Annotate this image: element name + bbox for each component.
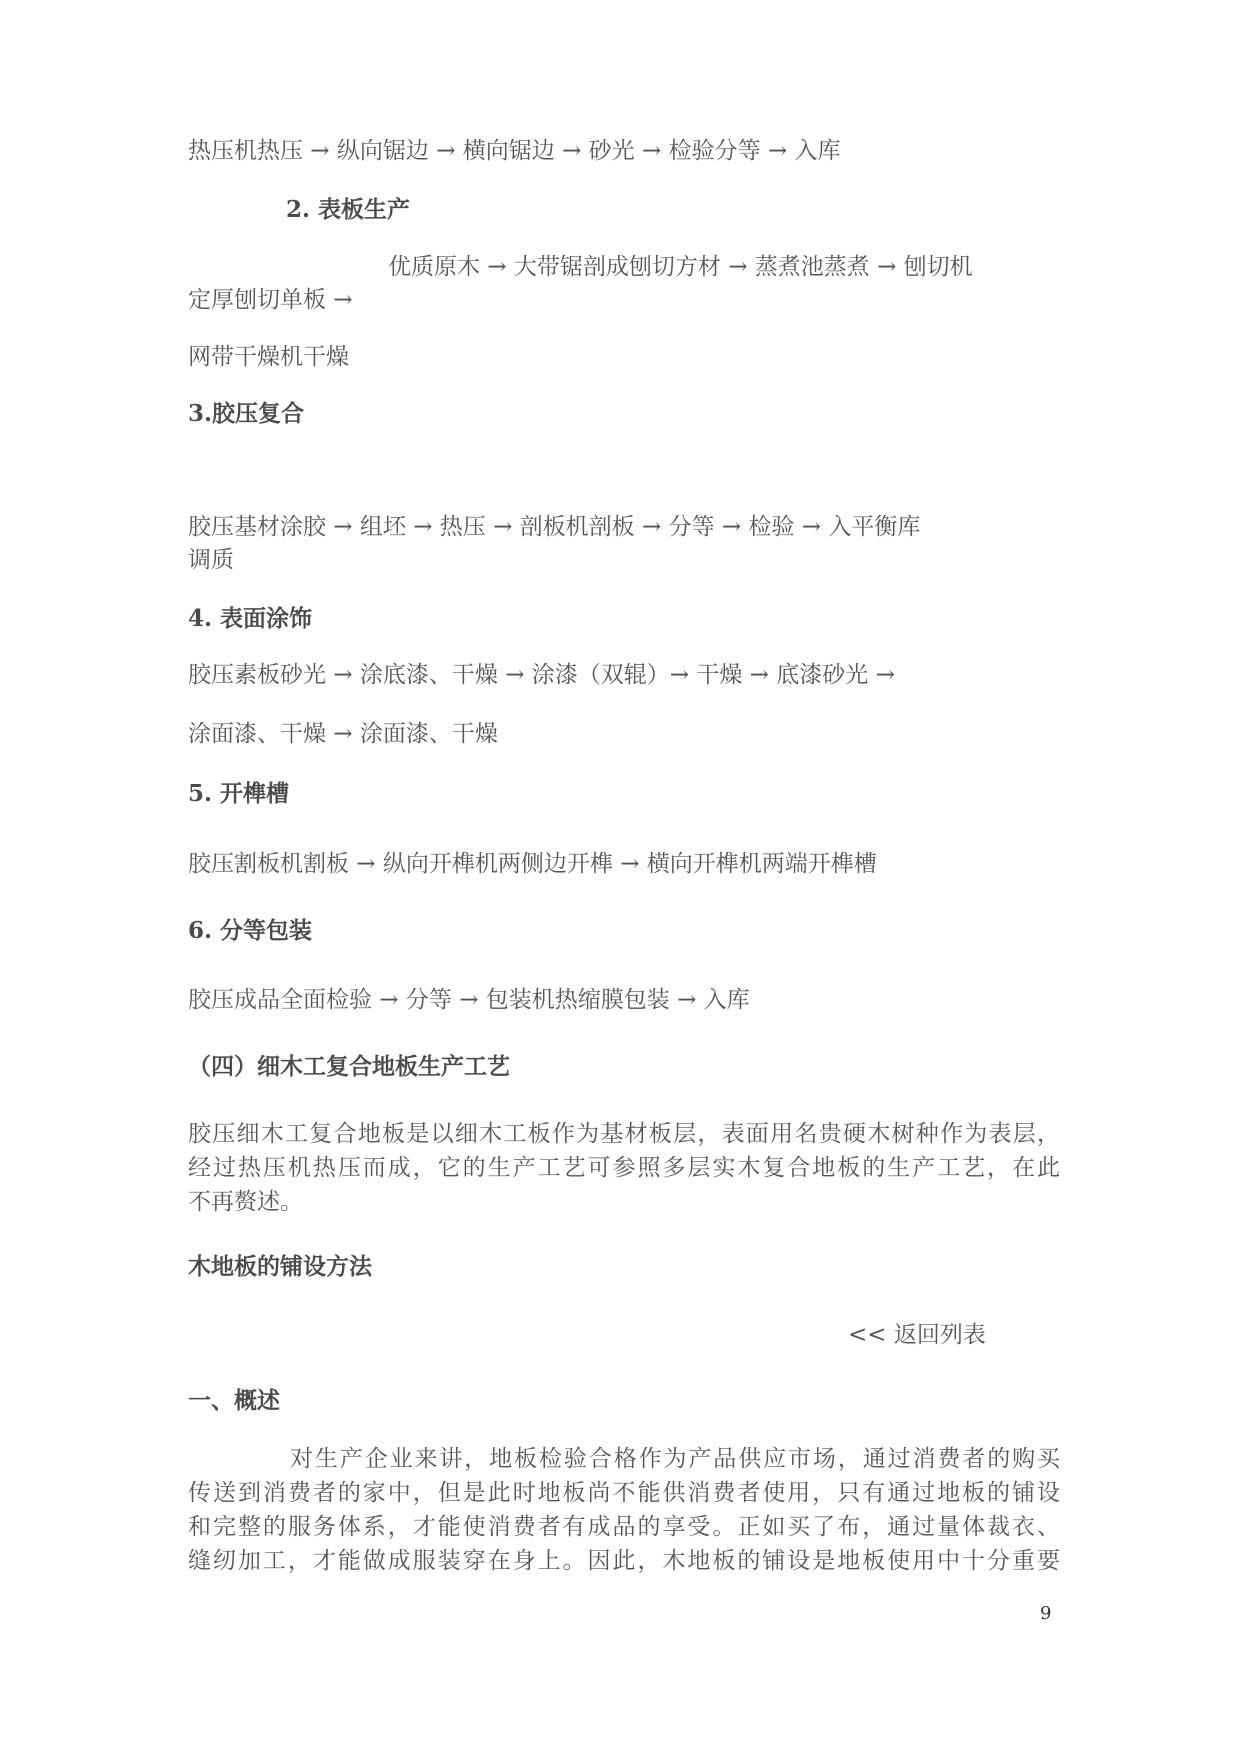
flow-tenon: 胶压割板机割板 → 纵向开榫机两侧边开榫 → 横向开榫机两端开榫槽: [188, 851, 877, 877]
paragraph-overview: [188, 1442, 1060, 1578]
paragraph-blockboard-line-2: 经过热压机热压而成，它的生产工艺可参照多层实木复合地板的生产工艺，在此: [188, 1155, 1060, 1181]
flow-surface-line-1: 优质原木 → 大带锯剖成刨切方材 → 蒸煮池蒸煮 → 刨切机: [388, 254, 973, 280]
heading-glue-composite: 3.胶压复合: [188, 400, 305, 427]
flow-surface-line-3: 网带干燥机干燥: [188, 344, 349, 370]
paragraph-overview-line-1: 对生产企业来讲，地板检验合格作为产品供应市场，通过消费者的购买: [290, 1446, 1060, 1472]
page-number: 9: [1040, 1603, 1052, 1624]
heading-section-four: （四）细木工复合地板生产工艺: [188, 1053, 510, 1080]
paragraph-blockboard: [188, 1117, 1060, 1219]
flow-glue-line-1: 胶压基材涂胶 → 组坯 → 热压 → 剖板机剖板 → 分等 → 检验 → 入平衡库: [188, 514, 921, 540]
heading-tenon-groove: 5. 开榫槽: [188, 780, 290, 807]
heading-surface-board: 2. 表板生产: [286, 196, 411, 223]
flow-coating-line-1: 胶压素板砂光 → 涂底漆、干燥 → 涂漆（双辊）→ 干燥 → 底漆砂光 →: [188, 662, 895, 688]
paragraph-blockboard-line-1: 胶压细木工复合地板是以细木工板作为基材板层，表面用名贵硬木树种作为表层，: [188, 1121, 1060, 1147]
heading-installation-method: 木地板的铺设方法: [188, 1253, 372, 1280]
paragraph-overview-line-4: 缝纫加工，才能做成服装穿在身上。因此，木地板的铺设是地板使用中十分重要: [188, 1548, 1060, 1574]
heading-grading-packing: 6. 分等包装: [188, 917, 313, 944]
flow-surface-line-2: 定厚刨切单板 →: [188, 287, 353, 313]
flow-glue-line-2: 调质: [188, 547, 234, 573]
paragraph-overview-line-2: 传送到消费者的家中，但是此时地板尚不能供消费者使用，只有通过地板的铺设: [188, 1480, 1060, 1506]
heading-surface-coating: 4. 表面涂饰: [188, 605, 313, 632]
heading-overview: 一、概述: [188, 1387, 280, 1414]
back-to-list-link[interactable]: << 返回列表: [848, 1322, 986, 1348]
flow-coating-line-2: 涂面漆、干燥 → 涂面漆、干燥: [188, 721, 498, 747]
flow-grading: 胶压成品全面检验 → 分等 → 包装机热缩膜包装 → 入库: [188, 987, 750, 1013]
flow-hot-press: 热压机热压 → 纵向锯边 → 横向锯边 → 砂光 → 检验分等 → 入库: [188, 138, 841, 164]
paragraph-blockboard-line-3: 不再赘述。: [188, 1189, 303, 1215]
paragraph-overview-line-3: 和完整的服务体系，才能使消费者有成品的享受。正如买了布，通过量体裁衣、: [188, 1514, 1060, 1540]
